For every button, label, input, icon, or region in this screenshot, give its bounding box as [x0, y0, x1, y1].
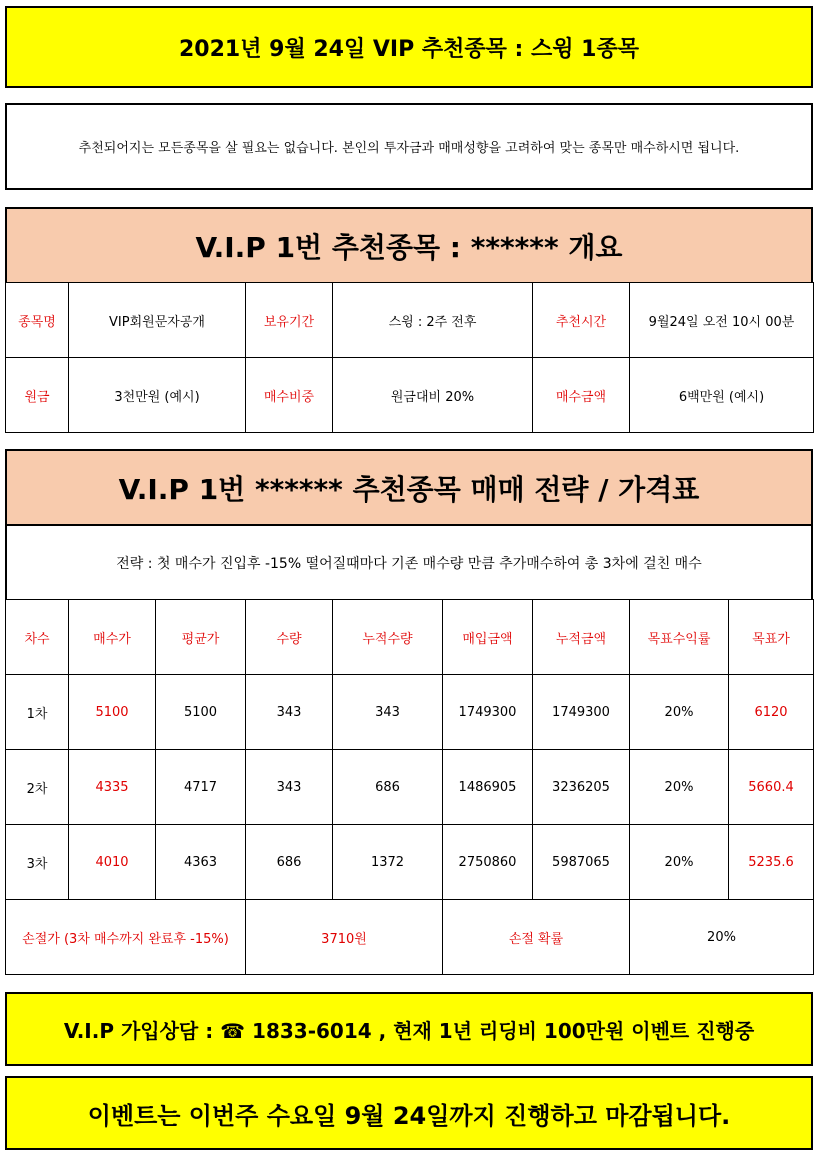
- cum-qty-cell: 686: [333, 750, 443, 825]
- header-cell: 차수: [6, 600, 69, 675]
- overview-title-text: V.I.P 1번 추천종목 : ****** 개요: [195, 231, 623, 264]
- overview-label-buy-amount: 매수금액: [533, 358, 630, 433]
- header-cell: 매입금액: [443, 600, 533, 675]
- overview-label-recommend-time: 추천시간: [533, 283, 630, 358]
- header-cell: 매수가: [69, 600, 156, 675]
- avg-price-cell: 5100: [156, 675, 246, 750]
- event-banner: [5, 1076, 813, 1150]
- header-cell: 누적금액: [533, 600, 630, 675]
- header-cell: 수량: [246, 600, 333, 675]
- overview-title: [5, 207, 813, 283]
- cum-qty-cell: 343: [333, 675, 443, 750]
- buy-price-cell: 5100: [69, 675, 156, 750]
- cum-amount-cell: 3236205: [533, 750, 630, 825]
- header-cell: 평균가: [156, 600, 246, 675]
- round-cell: 3차: [6, 825, 69, 900]
- qty-cell: 686: [246, 825, 333, 900]
- target-price-cell: 6120: [729, 675, 814, 750]
- overview-table: [5, 282, 814, 433]
- header-cell: 누적수량: [333, 600, 443, 675]
- strategy-title-text: V.I.P 1번 ****** 추천종목 매매 전략 / 가격표: [118, 473, 700, 506]
- stoploss-value: 3710원: [246, 900, 443, 975]
- page-title: [5, 6, 813, 88]
- table-row: [6, 750, 814, 825]
- overview-label-principal: 원금: [6, 358, 69, 433]
- target-return-cell: 20%: [630, 825, 729, 900]
- overview-label-holding-period: 보유기간: [246, 283, 333, 358]
- contact-text: V.I.P 가입상담 : ☎ 1833-6014 , 현재 1년 리딩비 100만원 이벤트 진행중: [63, 1018, 755, 1043]
- notice-text: 추천되어지는 모든종목을 살 필요는 없습니다. 본인의 투자금과 매매성향을 고려하여 맞는 종목만 매수하시면 됩니다.: [78, 141, 740, 156]
- stoploss-label: 손절가 (3차 매수까지 완료후 -15%): [6, 900, 246, 975]
- purchase-amount-cell: 2750860: [443, 825, 533, 900]
- overview-label-buy-ratio: 매수비중: [246, 358, 333, 433]
- overview-label-stock-name: 종목명: [6, 283, 69, 358]
- notice-box: [5, 103, 813, 190]
- header-cell: 목표가: [729, 600, 814, 675]
- overview-value-principal: 3천만원 (예시): [69, 358, 246, 433]
- cum-amount-cell: 5987065: [533, 825, 630, 900]
- overview-value-buy-amount: 6백만원 (예시): [630, 358, 814, 433]
- purchase-amount-cell: 1486905: [443, 750, 533, 825]
- table-row: [6, 825, 814, 900]
- overview-value-buy-ratio: 원금대비 20%: [333, 358, 533, 433]
- overview-value-stock-name: VIP회원문자공개: [69, 283, 246, 358]
- strategy-table: [5, 599, 814, 975]
- buy-price-cell: 4335: [69, 750, 156, 825]
- qty-cell: 343: [246, 675, 333, 750]
- header-cell: 목표수익률: [630, 600, 729, 675]
- strategy-description-text: 전략 : 첫 매수가 진입후 -15% 떨어질때마다 기존 매수량 만큼 추가매수하여 총 3차에 걸친 매수: [116, 556, 702, 572]
- event-text: 이벤트는 이번주 수요일 9월 24일까지 진행하고 마감됩니다.: [87, 1101, 731, 1130]
- buy-price-cell: 4010: [69, 825, 156, 900]
- strategy-description: [5, 524, 813, 600]
- overview-value-recommend-time: 9월24일 오전 10시 00분: [630, 283, 814, 358]
- stoploss-prob-label: 손절 확률: [443, 900, 630, 975]
- purchase-amount-cell: 1749300: [443, 675, 533, 750]
- strategy-title: [5, 449, 813, 525]
- round-cell: 1차: [6, 675, 69, 750]
- table-row: [6, 675, 814, 750]
- stoploss-prob-value: 20%: [630, 900, 814, 975]
- target-price-cell: 5660.4: [729, 750, 814, 825]
- qty-cell: 343: [246, 750, 333, 825]
- contact-banner: [5, 992, 813, 1066]
- target-return-cell: 20%: [630, 675, 729, 750]
- target-return-cell: 20%: [630, 750, 729, 825]
- target-price-cell: 5235.6: [729, 825, 814, 900]
- strategy-header-row: [6, 600, 814, 675]
- avg-price-cell: 4363: [156, 825, 246, 900]
- page-title-text: 2021년 9월 24일 VIP 추천종목 : 스윙 1종목: [179, 36, 639, 62]
- cum-amount-cell: 1749300: [533, 675, 630, 750]
- stoploss-row: [6, 900, 814, 975]
- cum-qty-cell: 1372: [333, 825, 443, 900]
- overview-value-holding-period: 스윙 : 2주 전후: [333, 283, 533, 358]
- round-cell: 2차: [6, 750, 69, 825]
- avg-price-cell: 4717: [156, 750, 246, 825]
